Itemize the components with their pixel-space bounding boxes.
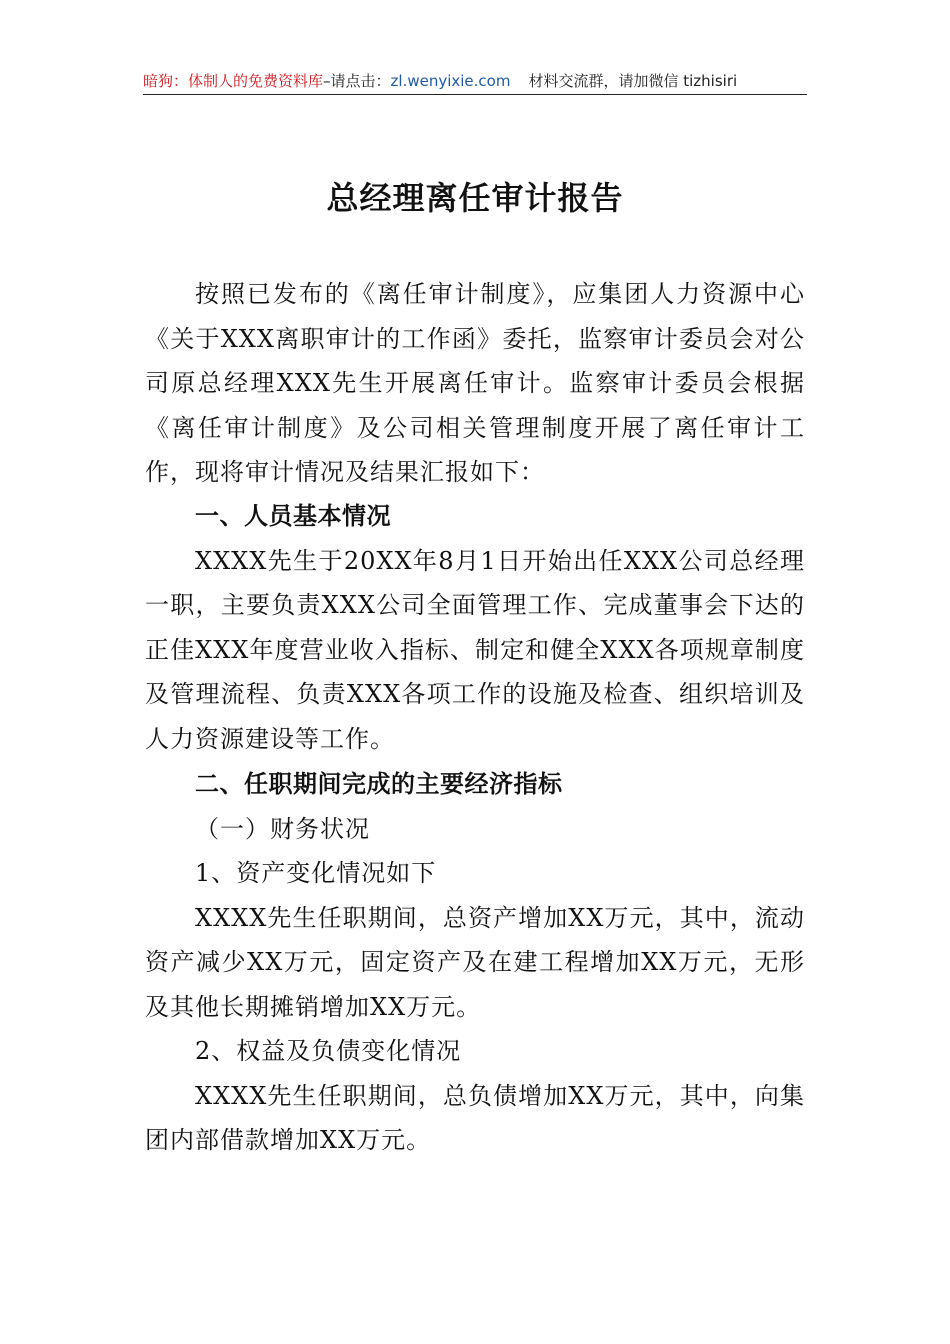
item1-heading: 1、资产变化情况如下: [195, 859, 437, 887]
item2-paragraph: XXXX先生任职期间，总负债增加XX万元，其中，向集团内部借款增加XX万元。: [145, 1081, 805, 1154]
item1-paragraph: XXXX先生任职期间，总资产增加XX万元，其中，流动资产减少XX万元，固定资产及在建工程增加XX万元，无形及其他长期摊销增加XX万元。: [145, 903, 805, 1021]
header-group-note: 材料交流群，请加微信 tizhisiri: [528, 72, 738, 90]
document-title: 总经理离任审计报告: [326, 179, 624, 217]
item2-heading: 2、权益及负债变化情况: [195, 1037, 462, 1065]
section2-block: [145, 762, 805, 1163]
section1-paragraph: XXXX先生于20XX年8月1日开始出任XXX公司总经理一职，主要负责XXX公司全面管理工作、完成董事会下达的正佳XXX年度营业收入指标、制定和健全XXX各项规章制度及管理流程、负责XXX各项工作的设施及检查、组织培训及人力资源建设等工作。: [145, 546, 805, 753]
intro-block: [145, 272, 805, 495]
section2-heading: 二、任职期间完成的主要经济指标: [195, 770, 563, 798]
page-header: [143, 70, 807, 95]
header-click-prefix: –请点击：: [323, 72, 391, 90]
section1-heading: 一、人员基本情况: [195, 502, 391, 530]
section1-block: [145, 494, 805, 761]
header-brand: 暗狗：体制人的免费资料库: [143, 72, 324, 90]
intro-paragraph: 按照已发布的《离任审计制度》，应集团人力资源中心《关于XXX离职审计的工作函》委托，监察审计委员会对公司原总经理XXX先生开展离任审计。监察审计委员会根据《离任审计制度》及公司相关管理制度开展了离任审计工作，现将审计情况及结果汇报如下：: [145, 280, 805, 486]
header-url-link[interactable]: zl.wenyixie.com: [390, 72, 511, 90]
sub1-heading: （一）财务状况: [195, 814, 370, 843]
